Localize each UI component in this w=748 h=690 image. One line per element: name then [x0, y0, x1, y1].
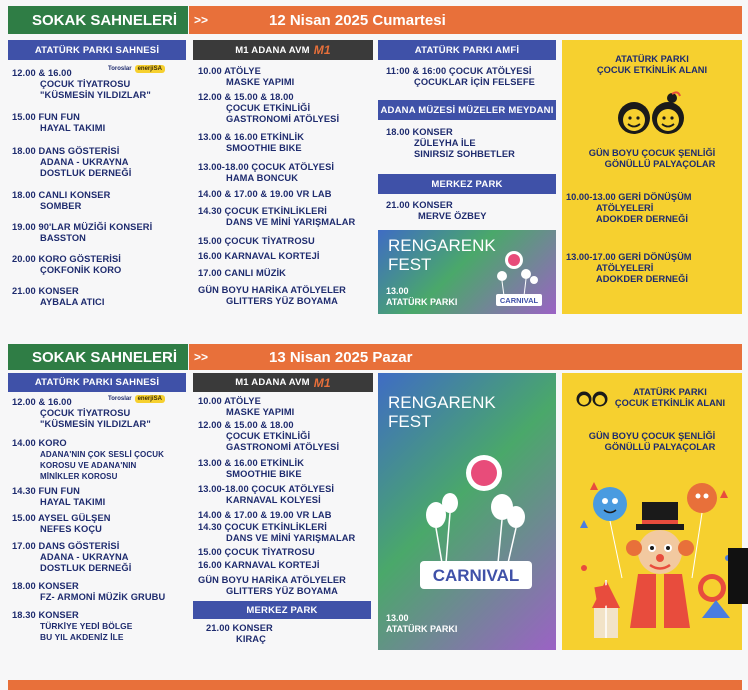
toroslar-logo: Toroslar — [108, 66, 132, 72]
right-edge-marker — [728, 548, 748, 604]
event-item: 10.00 ATÖLYE MASKE YAPIMI — [198, 396, 295, 417]
event-item: 17.00 CANLI MÜZİK — [198, 268, 286, 278]
event-item: 20.00 KORO GÖSTERİSİ ÇOKFONİK KORO — [12, 254, 122, 275]
event-item: 13.00 & 16.00 ETKİNLİK SMOOTHIE BIKE — [198, 458, 305, 479]
day2-rengarenk-fest-card — [378, 373, 556, 650]
day2-ataturk-sahnesi-header — [8, 373, 186, 392]
event-item: 13.00 & 16.00 ETKİNLİK SMOOTHIE BIKE — [198, 132, 305, 153]
event-item: 18.30 KONSER TÜRKİYE YEDİ BÖLGE BU YIL AKDENİZ İLE — [12, 610, 133, 642]
event-item: 16.00 KARNAVAL KORTEJİ — [198, 251, 320, 261]
cocuk-alani-title: ATATÜRK PARKI ÇOCUK ETKİNLİK ALANI — [596, 54, 708, 75]
event-item: 18.00 DANS GÖSTERİSİ ADANA - UKRAYNA DOSTLUK DERNEĞİ — [12, 146, 132, 178]
svg-text:CARNIVAL: CARNIVAL — [499, 296, 539, 305]
clown-illustration-icon — [572, 468, 738, 648]
event-item: 14.30 ÇOCUK ETKİNLİKLERİ DANS VE MİNİ YARIŞMALAR — [198, 206, 356, 227]
event-item: 14.00 & 17.00 & 19.00 VR LAB — [198, 510, 332, 520]
event-item: 11:00 & 16:00 ÇOCUK ATÖLYESİ ÇOCUKLAR İÇİN FELSEFE — [386, 66, 535, 87]
day1-m1-header — [193, 40, 373, 60]
day1-muze-header — [378, 100, 556, 120]
day2-merkez-header — [193, 601, 371, 619]
event-item: 17.00 DANS GÖSTERİSİ ADANA - UKRAYNA DOSTLUK DERNEĞİ — [12, 541, 132, 573]
event-item: 15.00 AYSEL GÜLŞEN NEFES KOÇU — [12, 513, 111, 534]
cocuk-senligi: GÜN BOYU ÇOCUK ŞENLİĞİ GÖNÜLLÜ PALYAÇOLAR — [588, 148, 716, 169]
rengarenk-title: RENGARENK FEST — [388, 236, 496, 274]
event-item: 12.00 & 15.00 & 18.00 ÇOCUK ETKİNLİĞİ GASTRONOMİ ATÖLYESİ — [198, 420, 340, 452]
event-item: 16.00 KARNAVAL KORTEJİ — [198, 560, 320, 570]
header-text: ADANA MÜZESİ MÜZELER MEYDANI — [380, 104, 554, 116]
geri-donusum-1: 10.00-13.00 GERİ DÖNÜŞÜM ATÖLYELERİ ADOKDER DERNEĞİ — [566, 192, 692, 224]
children-faces-icon — [616, 88, 688, 140]
rengarenk-footer: 13.00 ATATÜRK PARKI — [386, 286, 458, 307]
event-item: 15.00 ÇOCUK TİYATROSU — [198, 236, 315, 246]
header-text: ATATÜRK PARKI SAHNESİ — [34, 44, 160, 56]
day2-date-bar — [189, 344, 742, 370]
event-item: 18.00 KONSER FZ- ARMONİ MÜZİK GRUBU — [12, 581, 166, 602]
header-text: ATATÜRK PARKI AMFİ — [414, 44, 520, 56]
day2-cocuk-alani-card — [562, 373, 742, 650]
event-item: 14.00 & 17.00 & 19.00 VR LAB — [198, 189, 332, 199]
header-text: M1 ADANA AVM — [235, 44, 310, 56]
event-item: 10.00 ATÖLYE MASKE YAPIMI — [198, 66, 295, 87]
event-item: 21.00 KONSER MERVE ÖZBEY — [386, 200, 487, 221]
cocuk-alani-title: ATATÜRK PARKI ÇOCUK ETKİNLİK ALANI — [614, 387, 726, 408]
day1-date-bar — [189, 6, 742, 34]
carnival-logo-icon — [490, 246, 552, 312]
event-item: GÜN BOYU HARİKA ATÖLYELER GLITTERS YÜZ BOYAMA — [198, 285, 346, 306]
header-text: ATATÜRK PARKI SAHNESİ — [34, 377, 160, 388]
day2-section-label — [8, 344, 188, 370]
event-item: 18.00 CANLI KONSER SOMBER — [12, 190, 111, 211]
day1-merkez-header — [378, 174, 556, 194]
header-text: M1 ADANA AVM — [235, 377, 310, 388]
day2-label-text: SOKAK SAHNELERİ — [32, 348, 178, 366]
day1-section-label — [8, 6, 188, 34]
day2-m1-header — [193, 373, 373, 392]
event-item: 15.00 FUN FUN HAYAL TAKIMI — [12, 112, 106, 133]
bottom-orange-strip — [8, 680, 742, 690]
event-item: 12.00 & 15.00 & 18.00 ÇOCUK ETKİNLİĞİ GASTRONOMİ ATÖLYESİ — [198, 92, 340, 124]
day2-merkez-events — [206, 623, 371, 645]
day1-merkez-events — [386, 200, 558, 222]
event-item: 14.00 KORO ADANA'NIN ÇOK SESLİ ÇOCUK KOROSU VE ADANA'NIN MİNİKLER KOROSU — [12, 438, 164, 481]
header-text: MERKEZ PARK — [431, 178, 503, 190]
day2-arrows: >> — [194, 350, 209, 364]
enerjisa-logo: enerjiSA — [135, 65, 165, 73]
day1-rengarenk-fest-card — [378, 230, 556, 314]
event-item: 19.00 90'LAR MÜZİĞİ KONSERİ BASSTON — [12, 222, 153, 243]
m1-logo: M1 — [313, 375, 331, 390]
rengarenk-footer: 13.00 ATATÜRK PARKI — [386, 613, 458, 634]
event-item: 21.00 KONSER AYBALA ATICI — [12, 286, 105, 307]
header-text: MERKEZ PARK — [246, 604, 318, 616]
day1-muze-events — [386, 127, 558, 160]
rengarenk-title: RENGARENK FEST — [388, 393, 496, 431]
day1-date: 12 Nisan 2025 Cumartesi — [269, 11, 446, 29]
event-item: 14.30 ÇOCUK ETKİNLİKLERİ DANS VE MİNİ YARIŞMALAR — [198, 522, 356, 543]
event-item: GÜN BOYU HARİKA ATÖLYELER GLITTERS YÜZ BOYAMA — [198, 575, 346, 596]
event-item: 13.00-18.00 ÇOCUK ATÖLYESİ HAMA BONCUK — [198, 162, 335, 183]
day1-amfi-events — [386, 66, 558, 88]
day1-amfi-header — [378, 40, 556, 60]
toroslar-logo: Toroslar — [108, 396, 132, 402]
geri-donusum-2: 13.00-17.00 GERİ DÖNÜŞÜM ATÖLYELERİ ADOKDER DERNEĞİ — [566, 252, 692, 284]
svg-text:CARNIVAL: CARNIVAL — [432, 566, 520, 585]
day1-cocuk-alani-card — [562, 40, 742, 314]
day1-label-text: SOKAK SAHNELERİ — [32, 11, 178, 29]
event-item: 21.00 KONSER KIRAÇ — [206, 623, 273, 644]
carnival-logo-icon — [416, 451, 536, 601]
event-item: 15.00 ÇOCUK TİYATROSU — [198, 547, 315, 557]
event-item: 14.30 FUN FUN HAYAL TAKIMI — [12, 486, 106, 507]
event-item: 12.00 & 16.00 ÇOCUK TİYATROSU "KÜSMESİN YILDIZLAR" — [12, 68, 151, 100]
day1-arrows: >> — [194, 13, 209, 27]
event-item: 13.00-18.00 ÇOCUK ATÖLYESİ KARNAVAL KOLYESİ — [198, 484, 335, 505]
day2-date: 13 Nisan 2025 Pazar — [269, 348, 413, 366]
enerjisa-logo: enerjiSA — [135, 395, 165, 403]
event-item: 12.00 & 16.00 ÇOCUK TİYATROSU "KÜSMESİN YILDIZLAR" — [12, 397, 151, 429]
event-item: 18.00 KONSER ZÜLEYHA İLE SINIRSIZ SOHBETLER — [386, 127, 515, 159]
m1-logo: M1 — [313, 43, 331, 57]
day1-ataturk-sahnesi-header — [8, 40, 186, 60]
cocuk-senligi: GÜN BOYU ÇOCUK ŞENLİĞİ GÖNÜLLÜ PALYAÇOLAR — [588, 431, 716, 452]
